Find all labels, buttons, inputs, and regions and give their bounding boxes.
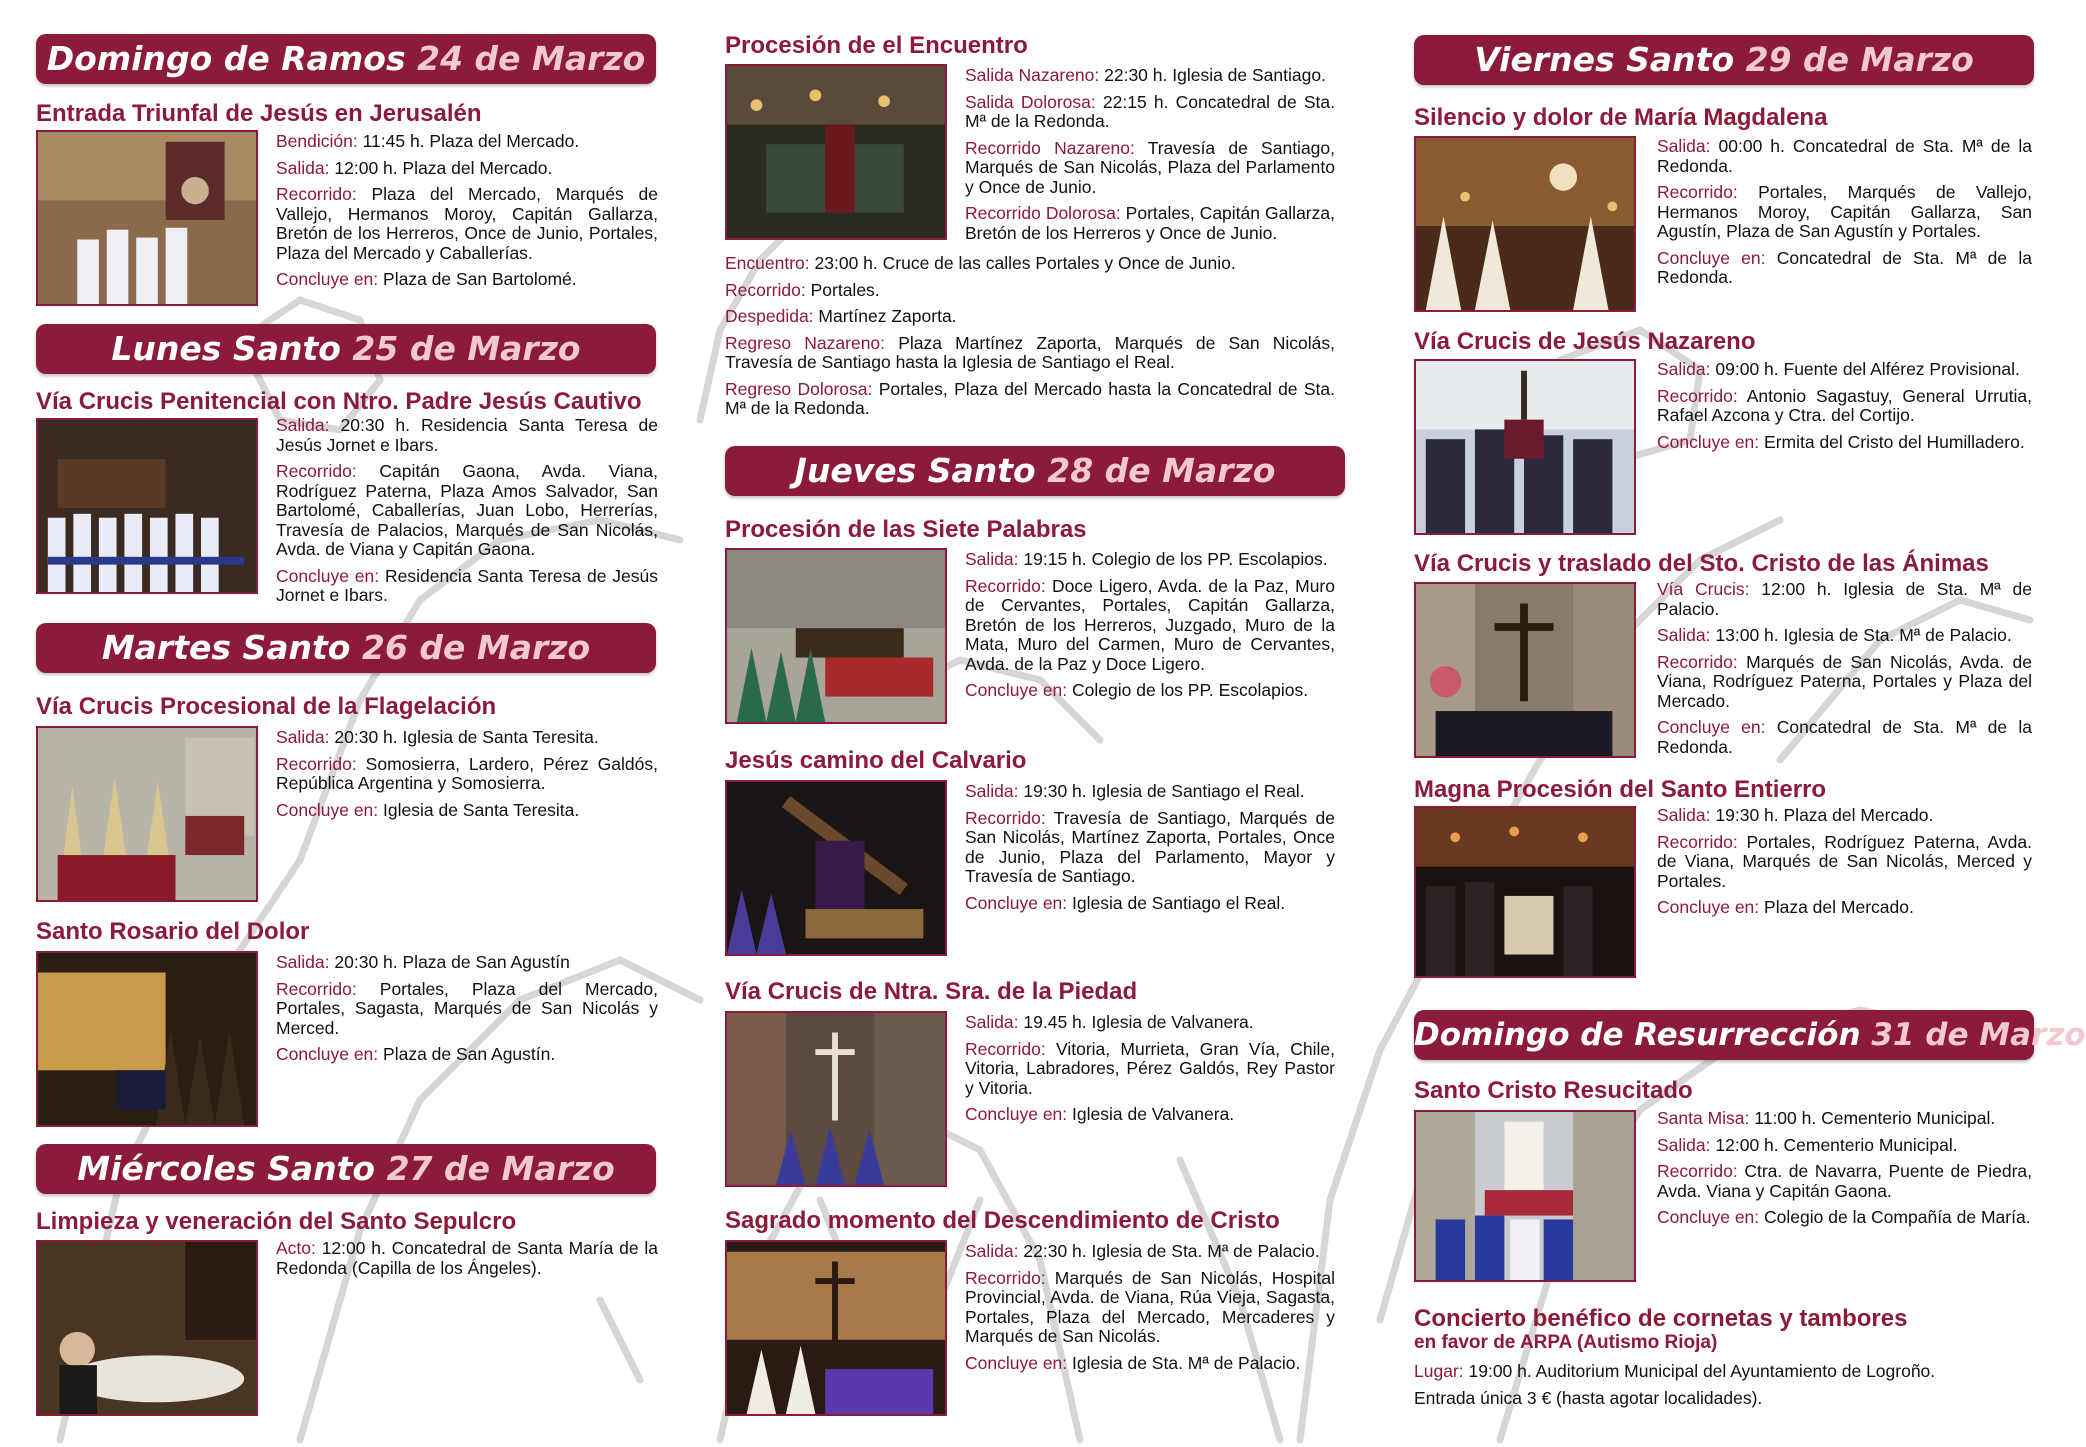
- label-recorrido-dolorosa: Recorrido Dolorosa:: [965, 203, 1121, 223]
- event-info-rosario: [276, 953, 658, 1072]
- value-salida-dolorosa: 22:15 h. Concatedral de Sta. Mª de la Redonda.: [965, 91, 1335, 131]
- event-title-siete-palabras: Procesión de las Siete Palabras: [725, 516, 1087, 543]
- label-recorrido: Recorrido:: [1657, 831, 1738, 852]
- event-info-calvario: [965, 782, 1335, 920]
- event-info-siete-palabras: [965, 550, 1335, 708]
- value-recorrido: Portales.: [810, 279, 880, 300]
- label-salida: Salida:: [1657, 359, 1711, 379]
- value-bendicion: 11:45 h. Plaza del Mercado.: [362, 131, 580, 151]
- event-title-encuentro: Procesión de el Encuentro: [725, 32, 1028, 59]
- value-regreso-dolorosa: Portales, Plaza del Mercado hasta la Concatedral de Sta. Mª de la Redonda.: [725, 378, 1335, 418]
- label-recorrido: Recorrido:: [1657, 1161, 1738, 1181]
- value-salida: 20:30 h. Plaza de San Agustín: [334, 952, 570, 972]
- label-concluye: Concluye en:: [1657, 431, 1760, 452]
- label-concluye: Concluye en:: [276, 1044, 379, 1064]
- value-lugar: 19:00 h. Auditorium Municipal del Ayuntamiento de Logroño.: [1468, 1361, 1936, 1381]
- value-recorrido: Vitoria, Murrieta, Gran Vía, Chile, Vitoria, Labradores, Pérez Galdós, Rey Pastor y Vitoria.: [965, 1038, 1335, 1098]
- photo-flagelacion: [36, 726, 258, 902]
- value-salida: 12:00 h. Plaza del Mercado.: [334, 157, 553, 178]
- event-title-entierro: Magna Procesión del Santo Entierro: [1414, 776, 1827, 803]
- value-concluye: Concatedral de Sta. Mª de la Redonda.: [1657, 717, 2032, 757]
- day-banner-martes: [36, 623, 656, 673]
- value-recorrido: Travesía de Santiago, Marqués de San Nicolás, Martínez Zaporta, Portales, Once de Junio, Plaza del Parlamento, Mayor y Travesía de Santiago.: [965, 807, 1335, 886]
- value-santa-misa: 11:00 h. Cementerio Municipal.: [1754, 1108, 1996, 1128]
- label-salida-dolorosa: Salida Dolorosa:: [965, 91, 1096, 112]
- photo-piedad: [725, 1011, 947, 1187]
- photo-entrada: [36, 130, 258, 306]
- label-concluye: Concluye en:: [1657, 897, 1760, 917]
- day-name: Domingo de Ramos: [46, 39, 406, 78]
- event-title-animas: Vía Crucis y traslado del Sto. Cristo de las Ánimas: [1414, 550, 1989, 577]
- value-concluye: Iglesia de Valvanera.: [1072, 1104, 1235, 1124]
- value-recorrido: Doce Ligero, Avda. de la Paz, Muro de Cervantes, Portales, Capitán Gallarza, Bretón de los Herreros, Juzgado, Muro de la Mata, Muro del Carmen, Muro de Cervantes, Avda. de la Paz y Doce Ligero.: [965, 575, 1335, 674]
- label-recorrido-nazareno: Recorrido Nazareno:: [965, 137, 1135, 158]
- day-name: Lunes Santo: [111, 329, 341, 368]
- day-banner-miercoles: [36, 1144, 656, 1194]
- value-encuentro: 23:00 h. Cruce de las calles Portales y Once de Junio.: [814, 253, 1236, 273]
- photo-magdalena: [1414, 136, 1636, 312]
- event-title-concierto: Concierto benéfico de cornetas y tambores: [1414, 1305, 1908, 1332]
- value-salida: 19:30 h. Plaza del Mercado.: [1715, 805, 1934, 825]
- day-date: 28 de Marzo: [1047, 451, 1276, 490]
- photo-calvario: [725, 780, 947, 956]
- label-salida: Salida:: [276, 727, 330, 747]
- label-recorrido: Recorrido:: [276, 461, 357, 481]
- value-via-crucis: 12:00 h. Iglesia de Sta. Mª de Palacio.: [1657, 579, 2033, 619]
- day-date: 26 de Marzo: [361, 628, 591, 667]
- value-entrada: Entrada única 3 € (hasta agotar localidades).: [1414, 1387, 1763, 1408]
- label-recorrido: Recorrido:: [1657, 385, 1738, 406]
- photo-entierro: [1414, 806, 1636, 978]
- event-info-encuentro-top: [965, 66, 1335, 250]
- value-salida: 22:30 h. Iglesia de Sta. Mª de Palacio.: [1023, 1241, 1320, 1261]
- label-santa-misa: Santa Misa:: [1657, 1108, 1750, 1128]
- event-title-rosario: Santo Rosario del Dolor: [36, 918, 310, 945]
- event-title-descendimiento: Sagrado momento del Descendimiento de Cristo: [725, 1207, 1280, 1234]
- event-title-resucitado: Santo Cristo Resucitado: [1414, 1077, 1693, 1104]
- photo-siete-palabras: [725, 548, 947, 724]
- event-title-sepulcro: Limpieza y veneración del Santo Sepulcro: [36, 1208, 517, 1235]
- event-info-sepulcro: [276, 1239, 658, 1285]
- value-recorrido: Capitán Gaona, Avda. Viana, Rodríguez Paterna, Plaza Amos Salvador, San Bartolomé, Caballerías, Juan Lobo, Herrerías, Travesía de Palacios, Marqués de San Nicolás, Avda. de Viana y Capitán Gaona.: [276, 461, 658, 559]
- event-info-nazareno: [1657, 360, 2032, 459]
- day-date: 24 de Marzo: [417, 39, 646, 78]
- label-recorrido: Recorrido:: [276, 184, 357, 204]
- event-info-animas: [1657, 580, 2032, 764]
- event-subtitle-concierto: en favor de ARPA (Autismo Rioja): [1414, 1332, 1718, 1353]
- day-banner-jueves: [725, 446, 1345, 496]
- value-salida: 12:00 h. Cementerio Municipal.: [1715, 1134, 1958, 1155]
- value-recorrido: Ctra. de Navarra, Puente de Piedra, Avda. Viana y Capitán Gaona.: [1657, 1161, 2032, 1201]
- day-date: 29 de Marzo: [1745, 40, 1974, 79]
- value-concluye: Iglesia de Santa Teresita.: [383, 799, 580, 820]
- value-concluye: Colegio de la Compañía de María.: [1764, 1207, 2031, 1227]
- label-salida: Salida:: [276, 952, 330, 972]
- label-salida: Salida:: [965, 781, 1019, 801]
- label-encuentro: Encuentro:: [725, 253, 810, 273]
- label-recorrido: Recorrido:: [965, 575, 1046, 596]
- day-banner-resurreccion: [1414, 1010, 2086, 1060]
- label-via-crucis: Vía Crucis:: [1657, 579, 1750, 599]
- label-salida: Salida:: [1657, 1134, 1711, 1155]
- event-info-concierto: [1414, 1362, 2032, 1415]
- label-recorrido: Recorrido:: [965, 1267, 1046, 1288]
- event-info-encuentro-bottom: [725, 254, 1335, 426]
- value-salida: 19:15 h. Colegio de los PP. Escolapios.: [1023, 549, 1328, 569]
- value-salida: 19:30 h. Iglesia de Santiago el Real.: [1023, 781, 1305, 801]
- label-recorrido: Recorrido:: [965, 807, 1046, 828]
- photo-nazareno: [1414, 359, 1636, 535]
- column-right: [1395, 0, 2086, 1447]
- event-info-resucitado: [1657, 1109, 2032, 1235]
- label-salida: Salida:: [1657, 625, 1711, 645]
- day-banner-lunes: [36, 324, 656, 374]
- label-salida: Salida:: [276, 157, 330, 178]
- label-lugar: Lugar:: [1414, 1361, 1464, 1381]
- value-concluye: Residencia Santa Teresa de Jesús Jornet e Ibars.: [276, 565, 658, 605]
- event-info-piedad: [965, 1013, 1335, 1132]
- value-acto: 12:00 h. Concatedral de Santa María de la Redonda (Capilla de los Ángeles).: [276, 1238, 658, 1278]
- photo-encuentro: [725, 64, 947, 240]
- event-info-descendimiento: [965, 1242, 1335, 1380]
- label-concluye: Concluye en:: [965, 1352, 1068, 1373]
- day-name: Miércoles Santo: [77, 1149, 376, 1188]
- value-despedida: Martínez Zaporta.: [818, 306, 957, 326]
- value-salida-nazareno: 22:30 h. Iglesia de Santiago.: [1104, 65, 1326, 85]
- value-concluye: Plaza del Mercado.: [1764, 897, 1914, 917]
- label-regreso-dolorosa: Regreso Dolorosa:: [725, 378, 873, 399]
- day-banner-viernes: [1414, 35, 2034, 85]
- value-concluye: Iglesia de Santiago el Real.: [1072, 892, 1286, 913]
- label-salida: Salida:: [276, 415, 330, 435]
- value-recorrido: Somosierra, Lardero, Pérez Galdós, República Argentina y Somosierra.: [276, 753, 658, 793]
- value-concluye: Ermita del Cristo del Humilladero.: [1764, 431, 2025, 452]
- value-concluye: Plaza de San Bartolomé.: [383, 269, 577, 289]
- value-salida: 00:00 h. Concatedral de Sta. Mª de la Redonda.: [1657, 136, 2032, 176]
- value-recorrido: Marqués de San Nicolás, Hospital Provincial, Avda. de Viana, Rúa Vieja, Sagasta, Portales, Plaza del Mercado, Mercaderes y Marqués de San Nicolás.: [965, 1267, 1335, 1346]
- label-recorrido: Recorrido:: [965, 1038, 1046, 1059]
- column-middle: [700, 0, 1360, 1447]
- label-concluye: Concluye en:: [965, 680, 1068, 700]
- value-recorrido: Portales, Marqués de Vallejo, Hermanos Moroy, Capitán Gallarza, San Agustín, Plaza de San Agustín y Portales.: [1657, 182, 2032, 241]
- photo-rosario: [36, 951, 258, 1127]
- day-name: Martes Santo: [101, 628, 351, 667]
- value-concluye: Iglesia de Sta. Mª de Palacio.: [1072, 1352, 1301, 1373]
- label-concluye: Concluye en:: [276, 565, 380, 586]
- day-date: 27 de Marzo: [386, 1149, 615, 1188]
- value-recorrido-nazareno: Travesía de Santiago, Marqués de San Nicolás, Plaza del Parlamento y Once de Junio.: [965, 137, 1336, 197]
- event-info-flagelacion: [276, 728, 658, 827]
- label-salida: Salida:: [965, 1241, 1019, 1261]
- label-salida-nazareno: Salida Nazareno:: [965, 65, 1100, 85]
- value-salida: 09:00 h. Fuente del Alférez Provisional.: [1715, 359, 2020, 379]
- event-info-entierro: [1657, 806, 2032, 925]
- event-title-flagelacion: Vía Crucis Procesional de la Flagelación: [36, 693, 497, 720]
- value-recorrido: Plaza del Mercado, Marqués de Vallejo, Hermanos Moroy, Capitán Gallarza, Bretón de los Herreros, Once de Junio, Portales, Plaza del Mercado y Caballerías.: [276, 184, 658, 263]
- photo-cautivo: [36, 418, 258, 594]
- value-recorrido: Portales, Rodríguez Paterna, Avda. de Viana, Marqués de San Nicolás, Merced y Portales.: [1657, 831, 2032, 891]
- label-bendicion: Bendición:: [276, 131, 358, 151]
- day-name: Viernes Santo: [1474, 40, 1735, 79]
- value-concluye: Colegio de los PP. Escolapios.: [1072, 680, 1309, 700]
- day-name: Domingo de Resurrección: [1414, 1017, 1861, 1053]
- label-concluye: Concluye en:: [1657, 247, 1766, 268]
- event-title-piedad: Vía Crucis de Ntra. Sra. de la Piedad: [725, 978, 1138, 1005]
- label-recorrido: Recorrido:: [1657, 651, 1738, 672]
- event-title-cautivo: Vía Crucis Penitencial con Ntro. Padre Jesús Cautivo: [36, 388, 642, 415]
- label-recorrido: Recorrido:: [276, 978, 357, 999]
- event-title-nazareno: Vía Crucis de Jesús Nazareno: [1414, 328, 1756, 355]
- value-salida: 20:30 h. Iglesia de Santa Teresita.: [334, 727, 599, 747]
- label-concluye: Concluye en:: [276, 799, 379, 820]
- label-concluye: Concluye en:: [276, 269, 379, 289]
- value-salida: 20:30 h. Residencia Santa Teresa de Jesús Jornet e Ibars.: [276, 415, 658, 455]
- label-recorrido: Recorrido:: [1657, 182, 1738, 202]
- value-salida: 13:00 h. Iglesia de Sta. Mª de Palacio.: [1715, 625, 2012, 645]
- label-concluye: Concluye en:: [965, 892, 1068, 913]
- photo-descendimiento: [725, 1240, 947, 1416]
- day-date: 31 de Marzo: [1871, 1017, 2086, 1053]
- photo-sepulcro: [36, 1240, 258, 1416]
- label-despedida: Despedida:: [725, 306, 814, 326]
- label-regreso-nazareno: Regreso Nazareno:: [725, 332, 886, 353]
- label-recorrido: Recorrido:: [276, 753, 357, 774]
- value-recorrido: Marqués de San Nicolás, Avda. de Viana, Rodríguez Paterna, Portales y Plaza del Mercado.: [1657, 651, 2032, 711]
- column-left: [0, 0, 680, 1447]
- day-date: 25 de Marzo: [352, 329, 581, 368]
- day-name: Jueves Santo: [794, 451, 1036, 490]
- value-recorrido-dolorosa: Portales, Capitán Gallarza, Bretón de los Herreros y Once de Junio.: [965, 203, 1335, 243]
- value-recorrido: Antonio Sagastuy, General Urrutia, Rafael Azcona y Ctra. del Cortijo.: [1657, 385, 2032, 425]
- event-info-magdalena: [1657, 137, 2032, 295]
- photo-animas: [1414, 582, 1636, 758]
- label-recorrido: Recorrido:: [725, 279, 806, 300]
- label-salida: Salida:: [965, 549, 1019, 569]
- value-salida: 19.45 h. Iglesia de Valvanera.: [1023, 1012, 1254, 1032]
- event-title-magdalena: Silencio y dolor de María Magdalena: [1414, 104, 1828, 131]
- day-banner-domingo-ramos: [36, 34, 656, 84]
- label-concluye: Concluye en:: [1657, 1207, 1760, 1227]
- event-title-entrada: Entrada Triunfal de Jesús en Jerusalén: [36, 100, 482, 127]
- event-title-calvario: Jesús camino del Calvario: [725, 747, 1027, 774]
- photo-resucitado: [1414, 1110, 1636, 1282]
- event-info-cautivo: [276, 416, 658, 613]
- label-concluye: Concluye en:: [965, 1104, 1068, 1124]
- label-salida: Salida:: [1657, 136, 1711, 156]
- value-concluye: Plaza de San Agustín.: [383, 1044, 556, 1064]
- label-salida: Salida:: [965, 1012, 1019, 1032]
- label-acto: Acto:: [276, 1238, 316, 1258]
- value-recorrido: Portales, Plaza del Mercado, Portales, Sagasta, Marqués de San Nicolás y Merced.: [276, 978, 658, 1038]
- label-concluye: Concluye en:: [1657, 717, 1766, 737]
- label-salida: Salida:: [1657, 805, 1711, 825]
- event-info-entrada: [276, 132, 658, 297]
- value-concluye: Concatedral de Sta. Mª de la Redonda.: [1657, 247, 2032, 287]
- value-regreso-nazareno: Plaza Martínez Zaporta, Marqués de San Nicolás, Travesía de Santiago hasta la Iglesia de Santiago el Real.: [725, 332, 1335, 372]
